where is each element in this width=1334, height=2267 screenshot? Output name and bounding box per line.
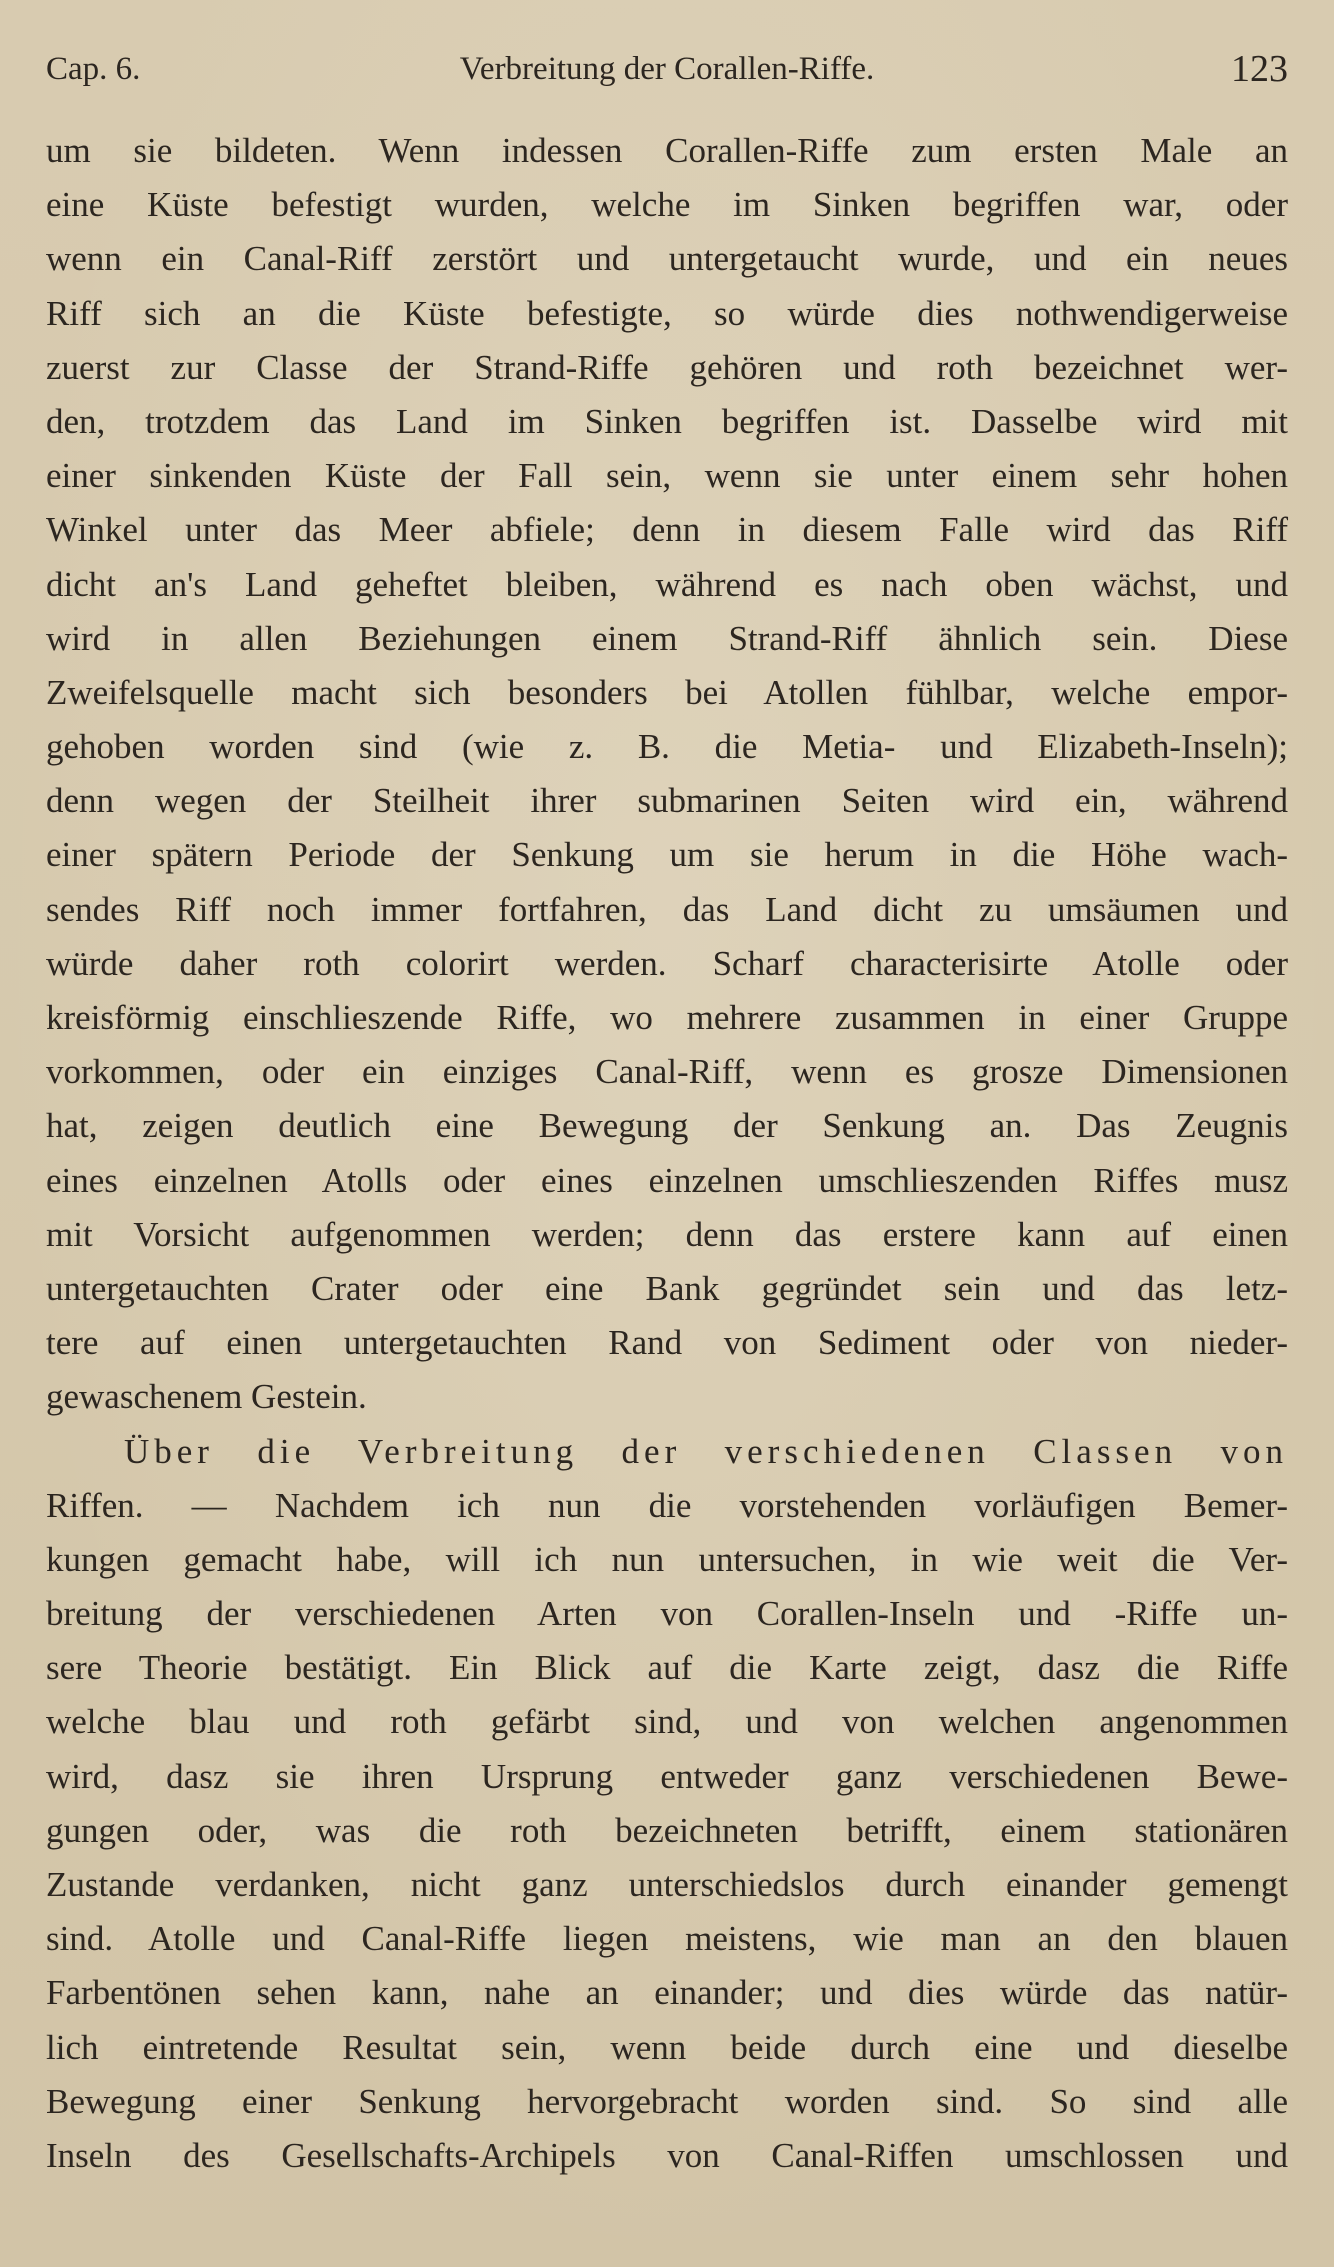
text-line: Riffen. — Nachdem ich nun die vorstehenden vorläufigen Bemer- — [46, 1485, 1288, 1525]
text-line: sind. Atolle und Canal-Riffe liegen meistens, wie man an den blauen — [46, 1919, 1288, 1959]
text-line: mit Vorsicht aufgenommen werden; denn das erstere kann auf einen — [46, 1214, 1288, 1254]
text-line: welche blau und roth gefärbt sind, und von welchen angenommen — [46, 1702, 1288, 1742]
running-header — [46, 44, 1288, 94]
text-line: eines einzelnen Atolls oder eines einzelnen umschlieszenden Riffes musz — [46, 1160, 1288, 1200]
page-number: 123 — [1231, 48, 1288, 90]
text-line: würde daher roth colorirt werden. Scharf characterisirte Atolle oder — [46, 943, 1288, 983]
text-line: zuerst zur Classe der Strand-Riffe gehören und roth bezeichnet wer- — [46, 347, 1288, 387]
text-line: den, trotzdem das Land im Sinken begriffen ist. Dasselbe wird mit — [46, 401, 1288, 441]
text-line: gehoben worden sind (wie z. B. die Metia- und Elizabeth-Inseln); — [46, 727, 1288, 767]
text-line: denn wegen der Steilheit ihrer submarinen Seiten wird ein, während — [46, 781, 1288, 821]
body-text — [46, 124, 1288, 2183]
text-line: lich eintretende Resultat sein, wenn beide durch eine und dieselbe — [46, 2027, 1288, 2067]
text-line: wird in allen Beziehungen einem Strand-Riff ähnlich sein. Diese — [46, 618, 1288, 658]
text-line: untergetauchten Crater oder eine Bank gegründet sein und das letz- — [46, 1268, 1288, 1308]
text-line: Farbentönen sehen kann, nahe an einander; und dies würde das natür- — [46, 1973, 1288, 2013]
text-line: sere Theorie bestätigt. Ein Blick auf die Karte zeigt, dasz die Riffe — [46, 1648, 1288, 1688]
text-line: Riff sich an die Küste befestigte, so würde dies nothwendigerweise — [46, 293, 1288, 333]
paragraph-end-line: gewaschenem Gestein. — [46, 1377, 367, 1417]
text-line: um sie bildeten. Wenn indessen Corallen-Riffe zum ersten Male an — [46, 131, 1288, 170]
text-line: Zweifelsquelle macht sich besonders bei Atollen fühlbar, welche empor- — [46, 672, 1288, 712]
text-line: kungen gemacht habe, will ich nun untersuchen, in wie weit die Ver- — [46, 1539, 1288, 1579]
text-line: gungen oder, was die roth bezeichneten betrifft, einem stationären — [46, 1810, 1288, 1850]
text-line: tere auf einen untergetauchten Rand von Sediment oder von nieder- — [46, 1323, 1288, 1363]
text-line: eine Küste befestigt wurden, welche im Sinken begriffen war, oder — [46, 185, 1288, 225]
running-title: Verbreitung der Corallen-Riffe. — [459, 51, 875, 87]
text-line: breitung der verschiedenen Arten von Corallen-Inseln und -Riffe un- — [46, 1594, 1288, 1634]
text-line: kreisförmig einschlieszende Riffe, wo mehrere zusammen in einer Gruppe — [46, 998, 1288, 1037]
text-line: einer spätern Periode der Senkung um sie herum in die Höhe wach- — [46, 835, 1288, 875]
text-line: Zustande verdanken, nicht ganz unterschiedslos durch einander gemengt — [46, 1865, 1288, 1904]
text-line: wird, dasz sie ihren Ursprung entweder ganz verschiedenen Bewe- — [46, 1756, 1288, 1796]
text-line: sendes Riff noch immer fortfahren, das Land dicht zu umsäumen und — [46, 889, 1288, 929]
text-line: Winkel unter das Meer abfiele; denn in diesem Falle wird das Riff — [46, 510, 1288, 550]
section-heading-line: Über die Verbreitung der verschiedenen Classen von — [124, 1431, 1288, 1471]
chapter-label: Cap. 6. — [46, 51, 141, 87]
text-line: wenn ein Canal-Riff zerstört und untergetaucht wurde, und ein neues — [46, 239, 1288, 279]
text-line: vorkommen, oder ein einziges Canal-Riff, wenn es grosze Dimensionen — [46, 1052, 1288, 1092]
text-line: Bewegung einer Senkung hervorgebracht worden sind. So sind alle — [46, 2081, 1288, 2121]
text-line: Inseln des Gesellschafts-Archipels von Canal-Riffen umschlossen und — [46, 2135, 1288, 2175]
text-line: dicht an's Land geheftet bleiben, während es nach oben wächst, und — [46, 564, 1288, 604]
text-line: hat, zeigen deutlich eine Bewegung der Senkung an. Das Zeugnis — [46, 1106, 1288, 1146]
text-line: einer sinkenden Küste der Fall sein, wenn sie unter einem sehr hohen — [46, 456, 1288, 496]
